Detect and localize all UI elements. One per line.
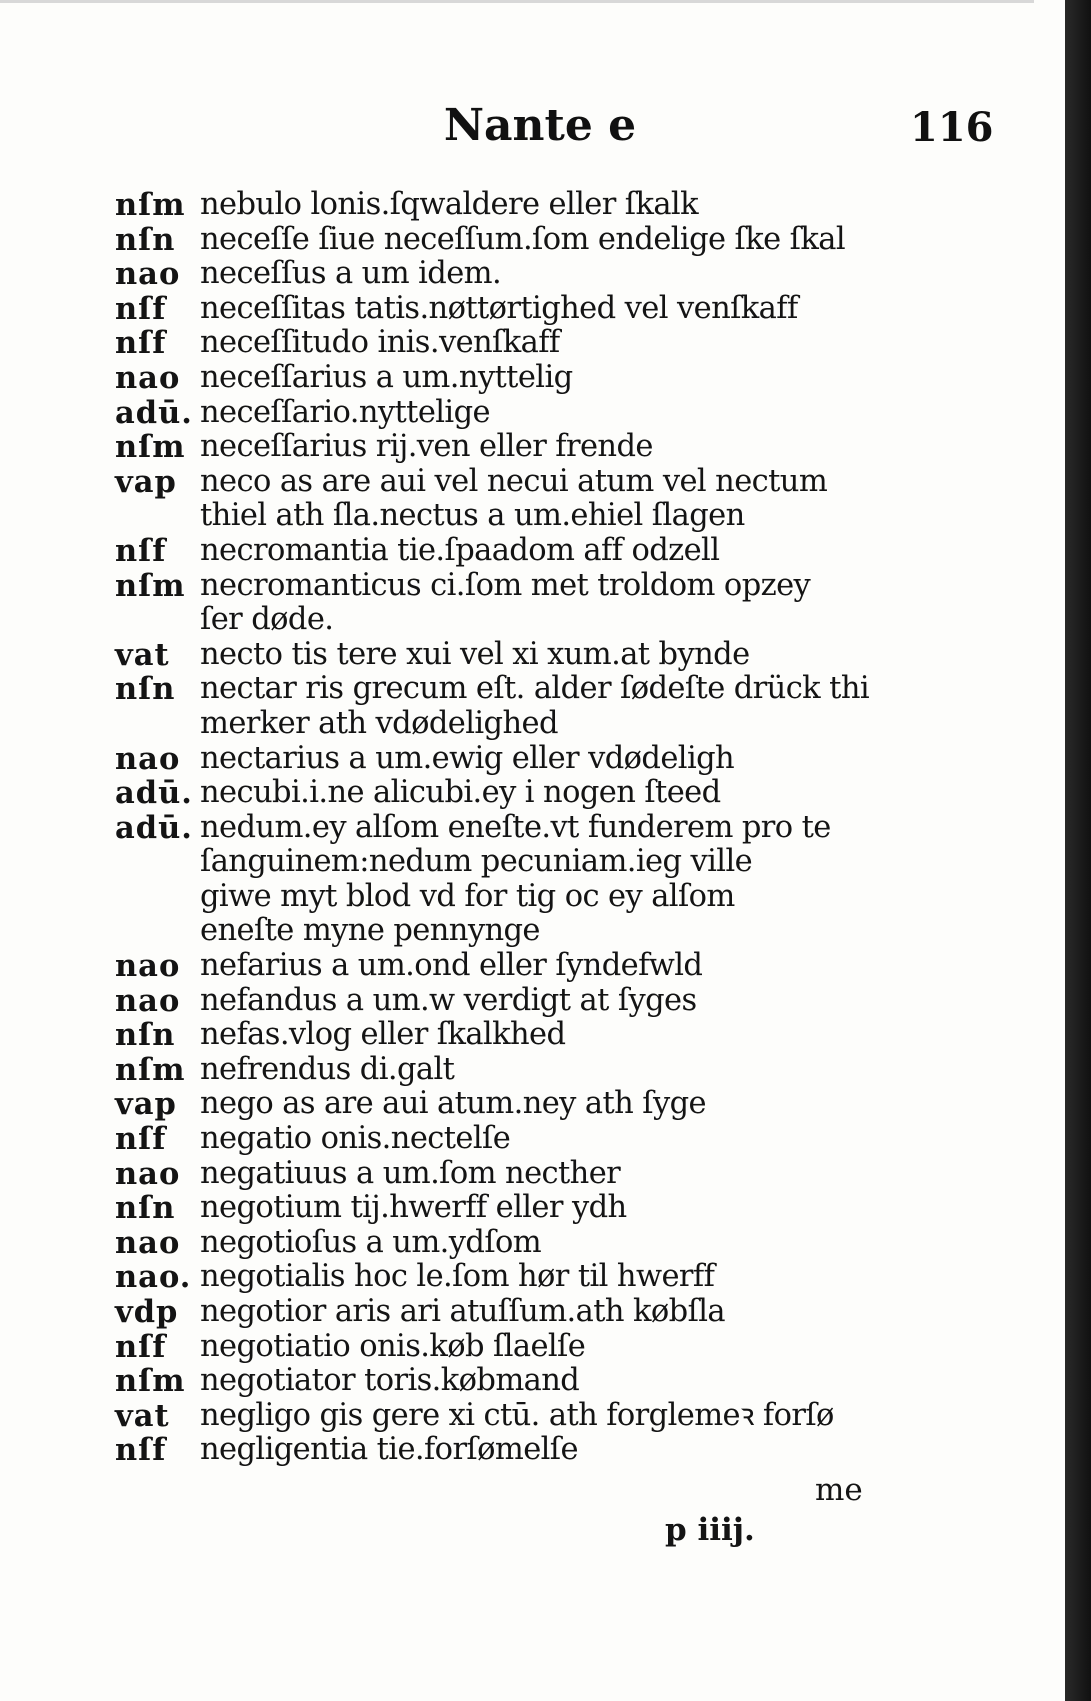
entry-text: necubi.i.ne alicubi.ey i nogen ſteed — [200, 775, 721, 811]
grammar-tag: nſf — [115, 325, 167, 362]
grammar-tag: vap — [115, 463, 177, 500]
grammar-tag: nſf — [115, 1432, 167, 1469]
entry-line — [115, 707, 875, 742]
entry-text: nedum.ey alſom eneſte.vt funderem pro te — [200, 809, 831, 845]
entry-line — [115, 292, 875, 327]
grammar-tag: vat — [115, 1397, 170, 1434]
entry-line — [115, 569, 875, 604]
entry-text: negatio onis.nectelſe — [200, 1121, 511, 1157]
entry-text: negotium tij.hwerff eller ydh — [200, 1190, 627, 1226]
entry-text: negligentia tie.forſømelſe — [200, 1432, 578, 1468]
entry-line — [115, 1330, 875, 1365]
grammar-tag: vat — [115, 636, 170, 673]
grammar-tag: nao — [115, 1155, 181, 1192]
entry-text: nego as are aui atum.ney ath ſyge — [200, 1086, 706, 1122]
grammar-tag: nſm — [115, 429, 186, 466]
entry-line — [115, 1157, 875, 1192]
entry-text: nefandus a um.w verdigt at ſyges — [200, 982, 697, 1018]
entry-text: negotialis hoc le.ſom hør til hwerff — [200, 1259, 715, 1295]
entry-text: neceſſe ſiue neceſſum.ſom endelige ſke ſkal — [200, 221, 845, 257]
entry-line — [115, 638, 875, 673]
entry-line — [115, 326, 875, 361]
entry-line — [115, 361, 875, 396]
entry-line — [115, 1433, 875, 1468]
entry-line — [115, 1260, 875, 1295]
grammar-tag: adū. — [115, 775, 193, 812]
page-number: 116 — [910, 104, 994, 151]
grammar-tag: nſm — [115, 187, 186, 223]
grammar-tag: nao — [115, 740, 181, 777]
grammar-tag: nſn — [115, 671, 176, 708]
entry-text: negotiator toris.købmand — [200, 1363, 580, 1399]
grammar-tag: nſf — [115, 1121, 167, 1158]
entry-text: negotior aris ari atuſſum.ath købſla — [200, 1294, 726, 1329]
grammar-tag: nao — [115, 256, 181, 293]
entry-text: nectar ris grecum eſt. alder ſødeſte drück thi — [200, 671, 870, 707]
entry-text: giwe myt blod vd for tig oc ey alſom — [200, 878, 735, 914]
grammar-tag: nſf — [115, 1328, 167, 1365]
entry-line — [115, 1364, 875, 1399]
entry-line — [115, 845, 875, 880]
entry-text: nefrendus di.galt — [200, 1051, 455, 1087]
entry-text: merker ath vdødelighed — [200, 705, 558, 741]
grammar-tag: nſn — [115, 1190, 176, 1227]
entry-line — [115, 603, 875, 638]
entry-text: neceſſarius rij.ven eller frende — [200, 429, 653, 465]
entry-line — [115, 1295, 875, 1330]
entry-line — [115, 1399, 875, 1434]
grammar-tag — [115, 914, 200, 949]
grammar-tag: nao — [115, 359, 181, 396]
entry-line — [115, 1087, 875, 1122]
entry-line — [115, 672, 875, 707]
entry-line — [115, 984, 875, 1019]
grammar-tag: nao — [115, 982, 181, 1019]
entry-line — [115, 396, 875, 431]
entry-text: necto tis tere xui vel xi xum.at bynde — [200, 636, 750, 672]
grammar-tag: nſm — [115, 567, 186, 604]
entry-text: neceſſarius a um.nyttelig — [200, 359, 573, 395]
grammar-tag — [115, 707, 200, 742]
entry-text: neco as are aui vel necui atum vel nectum — [200, 463, 828, 499]
entry-text: negatiuus a um.ſom necther — [200, 1155, 621, 1191]
entry-line — [115, 188, 875, 223]
entry-text: negotiatio onis.køb ſlaelſe — [200, 1328, 586, 1364]
grammar-tag: vdp — [115, 1294, 179, 1330]
entry-text: neceſſitudo inis.venſkaff — [200, 325, 560, 361]
grammar-tag: adū. — [115, 394, 193, 431]
entry-line — [115, 776, 875, 811]
catchword: me — [815, 1472, 863, 1508]
grammar-tag: vap — [115, 1086, 177, 1123]
entry-line — [115, 1053, 875, 1088]
entry-text: negotioſus a um.ydſom — [200, 1224, 542, 1260]
entry-text: negligo gis gere xi ctū. ath forglemeꝛ forſø — [200, 1397, 834, 1433]
entry-text: thiel ath ſla.nectus a um.ehiel ſlagen — [200, 498, 745, 534]
signature-mark: p iiij. — [665, 1512, 755, 1548]
running-head: Nante e — [443, 100, 637, 151]
entry-text: ſanguinem:nedum pecuniam.ieg ville — [200, 844, 753, 880]
grammar-tag: nſn — [115, 1017, 176, 1054]
grammar-tag: nſm — [115, 1051, 186, 1088]
grammar-tag: nſn — [115, 221, 176, 258]
entry-line — [115, 1018, 875, 1053]
entry-text: necromantia tie.ſpaadom aff odzell — [200, 532, 720, 568]
grammar-tag: nao — [115, 1224, 181, 1261]
entry-line — [115, 465, 875, 500]
entry-line — [115, 257, 875, 292]
entry-line — [115, 430, 875, 465]
entry-line — [115, 914, 875, 949]
entry-line — [115, 880, 875, 915]
grammar-tag: nſf — [115, 290, 167, 327]
entry-line — [115, 499, 875, 534]
entry-text: nefarius a um.ond eller ſyndefwld — [200, 948, 703, 984]
entry-text: nebulo lonis.ſqwaldere eller ſkalk — [200, 187, 698, 222]
grammar-tag: nſf — [115, 532, 167, 569]
entry-line — [115, 1191, 875, 1226]
grammar-tag — [115, 499, 200, 534]
entry-line — [115, 223, 875, 258]
grammar-tag — [115, 603, 200, 638]
grammar-tag — [115, 880, 200, 915]
entry-line — [115, 534, 875, 569]
grammar-tag: adū. — [115, 809, 193, 846]
entry-text: neceſſitas tatis.nøttørtighed vel venſkaff — [200, 290, 798, 326]
entry-text: nefas.vlog eller ſkalkhed — [200, 1017, 566, 1053]
entry-text: nectarius a um.ewig eller vdødeligh — [200, 740, 735, 776]
entry-line — [115, 1226, 875, 1261]
entry-text: ſer døde. — [200, 602, 334, 638]
grammar-tag: nao. — [115, 1259, 192, 1296]
scan-border — [1065, 0, 1091, 1701]
grammar-tag: nao — [115, 948, 181, 985]
entry-text: eneſte myne pennynge — [200, 913, 540, 949]
entry-line — [115, 949, 875, 984]
entry-text: necromanticus ci.ſom met troldom opzey — [200, 567, 811, 603]
grammar-tag — [115, 845, 200, 880]
entry-line — [115, 1122, 875, 1157]
entry-line — [115, 742, 875, 777]
entry-text: neceſſario.nyttelige — [200, 394, 490, 430]
entry-text: neceſſus a um idem. — [200, 256, 502, 292]
grammar-tag: nſm — [115, 1363, 186, 1400]
entry-line — [115, 811, 875, 846]
scan-top-edge — [0, 0, 1034, 3]
dictionary-entries — [115, 188, 875, 1468]
